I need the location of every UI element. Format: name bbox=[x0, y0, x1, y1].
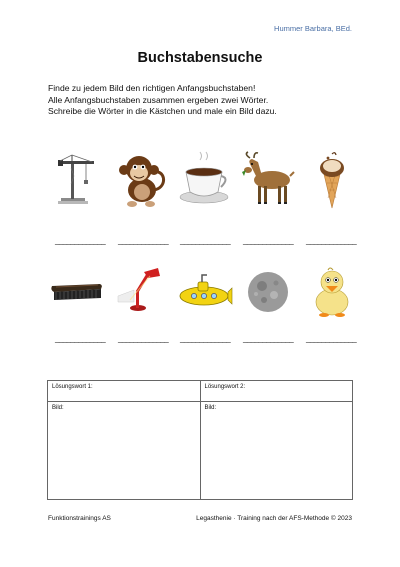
answer-line-1-1[interactable]: _____________ bbox=[55, 236, 106, 245]
answer-line-2-2[interactable]: _____________ bbox=[118, 334, 169, 343]
footer-left: Funktionstrainings AS bbox=[48, 515, 111, 522]
instruction-line-3: Schreibe die Wörter in die Kästchen und male ein Bild dazu. bbox=[48, 106, 277, 117]
monkey-icon bbox=[110, 150, 170, 210]
desk-lamp-icon bbox=[110, 262, 170, 322]
brush-icon bbox=[46, 262, 106, 322]
ice-cream-icon bbox=[302, 150, 362, 210]
answer-line-1-3[interactable]: _____________ bbox=[180, 236, 231, 245]
submarine-icon bbox=[174, 262, 234, 322]
duck-icon bbox=[302, 262, 362, 322]
picture-1-cell[interactable] bbox=[48, 402, 201, 500]
page-title: Buchstabensuche bbox=[137, 50, 263, 66]
solution-table bbox=[47, 380, 353, 500]
answer-line-2-5[interactable]: _____________ bbox=[306, 334, 357, 343]
instructions bbox=[48, 83, 358, 118]
solution-word-2-label: Lösungswort 2: bbox=[204, 384, 246, 390]
picture-2-label: Bild: bbox=[204, 405, 217, 411]
picture-1-label: Bild: bbox=[52, 405, 64, 411]
answer-line-1-5[interactable]: _____________ bbox=[306, 236, 357, 245]
coffee-cup-icon bbox=[174, 150, 234, 210]
picture-row-2 bbox=[46, 262, 362, 322]
goat-icon bbox=[238, 150, 298, 210]
solution-word-2-cell[interactable] bbox=[200, 381, 353, 402]
instruction-line-2: Alle Anfangsbuchstaben zusammen ergeben zwei Wörter. bbox=[48, 94, 269, 105]
moon-icon bbox=[238, 262, 298, 322]
answer-line-2-1[interactable]: _____________ bbox=[55, 334, 106, 343]
author-name: Hummer Barbara, BEd. bbox=[274, 24, 352, 33]
instruction-line-1: Finde zu jedem Bild den richtigen Anfangsbuchstaben! bbox=[48, 83, 256, 93]
answer-line-2-3[interactable]: _____________ bbox=[180, 334, 231, 343]
solution-word-1-cell[interactable] bbox=[48, 381, 201, 402]
picture-row-1 bbox=[46, 150, 362, 210]
crane-icon bbox=[46, 150, 106, 210]
answer-line-2-4[interactable]: _____________ bbox=[243, 334, 294, 343]
footer-right: Legasthenie · Training nach der AFS-Methode © 2023 bbox=[196, 515, 352, 522]
solution-word-1-label: Lösungswort 1: bbox=[52, 384, 93, 390]
picture-2-cell[interactable] bbox=[200, 402, 353, 500]
answer-line-1-4[interactable]: _____________ bbox=[243, 236, 294, 245]
answer-line-1-2[interactable]: _____________ bbox=[118, 236, 169, 245]
